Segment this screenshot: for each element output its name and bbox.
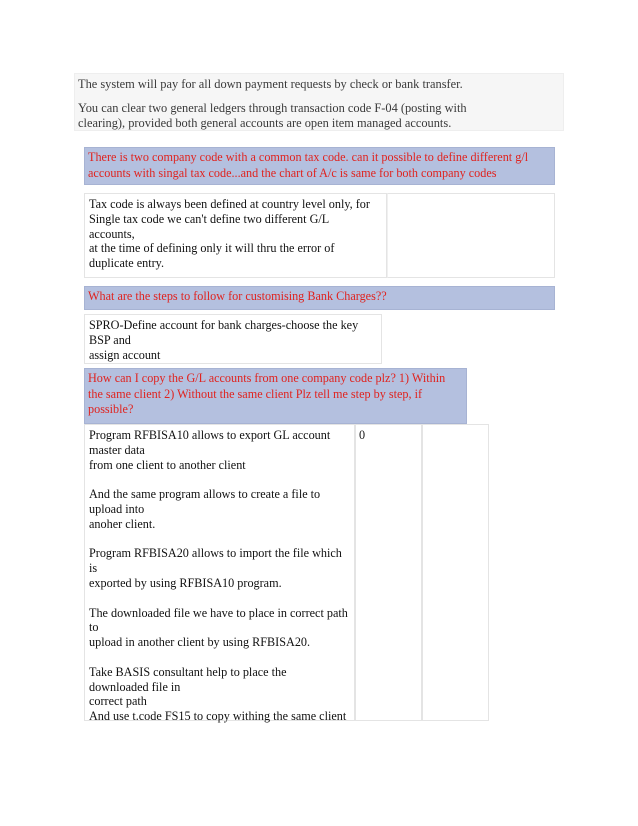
answer-text: BSP and bbox=[89, 332, 131, 347]
answer-text: duplicate entry. bbox=[89, 256, 165, 271]
answer-text: Take BASIS consultant help to place the bbox=[89, 664, 287, 679]
answer-text: SPRO-Define account for bank charges-choose the key bbox=[89, 318, 359, 332]
question-text: What are the steps to follow for customising Bank Charges?? bbox=[88, 289, 387, 303]
answer-1 bbox=[84, 193, 387, 278]
answer-text: correct path bbox=[89, 694, 147, 709]
question-text: There is two company code with a common tax code. can it possible to define different g/l bbox=[88, 150, 529, 164]
answer-text: master data bbox=[89, 442, 145, 457]
answer-2 bbox=[84, 314, 382, 364]
answer-paragraph bbox=[89, 428, 350, 472]
answer-text: upload in another client by using RFBISA20. bbox=[89, 635, 311, 650]
answer-text: Tax code is always been defined at country level only, for bbox=[89, 197, 370, 211]
question-1 bbox=[84, 147, 555, 185]
answer-text: from one client to another client bbox=[89, 457, 246, 472]
answer-paragraph bbox=[89, 665, 350, 724]
answer-text: assign account bbox=[89, 347, 161, 362]
answer-paragraph bbox=[89, 606, 350, 650]
answer-text: anoher client. bbox=[89, 516, 156, 531]
intro-text: The system will pay for all down payment requests by check or bank transfer. bbox=[78, 77, 463, 91]
question-text: accounts with singal tax code...and the chart of A/c is same for both company codes bbox=[88, 165, 497, 180]
question-text: the same client 2) Without the same client Plz tell me step by step, if bbox=[88, 386, 423, 401]
question-2 bbox=[84, 286, 555, 310]
answer-paragraph bbox=[89, 546, 350, 590]
answer-text: And use t.code FS15 to copy withing the same client bbox=[89, 709, 347, 724]
value-cell bbox=[355, 424, 422, 721]
answer-text: upload into bbox=[89, 501, 145, 516]
answer-text: The downloaded file we have to place in correct path bbox=[89, 605, 348, 620]
empty-cell bbox=[387, 193, 555, 278]
answer-text: And the same program allows to create a file to bbox=[89, 487, 321, 502]
cell-value: 0 bbox=[359, 428, 366, 442]
answer-text: accounts, bbox=[89, 226, 135, 241]
empty-cell bbox=[422, 424, 489, 721]
answer-text: Single tax code we can't define two different G/L bbox=[89, 211, 330, 226]
answer-3 bbox=[84, 424, 355, 724]
answer-text: at the time of defining only it will thru the error of bbox=[89, 241, 335, 256]
intro-paragraph-1 bbox=[78, 77, 560, 92]
intro-text: You can clear two general ledgers through transaction code F-04 (posting with bbox=[78, 101, 467, 115]
answer-text: Program RFBISA10 allows to export GL account bbox=[89, 428, 331, 442]
answer-paragraph bbox=[89, 487, 350, 531]
question-text: How can I copy the G/L accounts from one company code plz? 1) Within bbox=[88, 371, 446, 385]
answer-text: exported by using RFBISA10 program. bbox=[89, 575, 282, 590]
answer-text: to bbox=[89, 620, 99, 635]
answer-text: is bbox=[89, 561, 98, 576]
intro-paragraph-2 bbox=[78, 101, 560, 131]
question-3 bbox=[84, 368, 467, 424]
intro-text: clearing), provided both general accounts are open item managed accounts. bbox=[78, 116, 452, 130]
answer-text: Program RFBISA20 allows to import the file which bbox=[89, 546, 342, 561]
answer-text: downloaded file in bbox=[89, 679, 181, 694]
intro-section bbox=[74, 73, 564, 131]
question-text: possible? bbox=[88, 402, 134, 416]
